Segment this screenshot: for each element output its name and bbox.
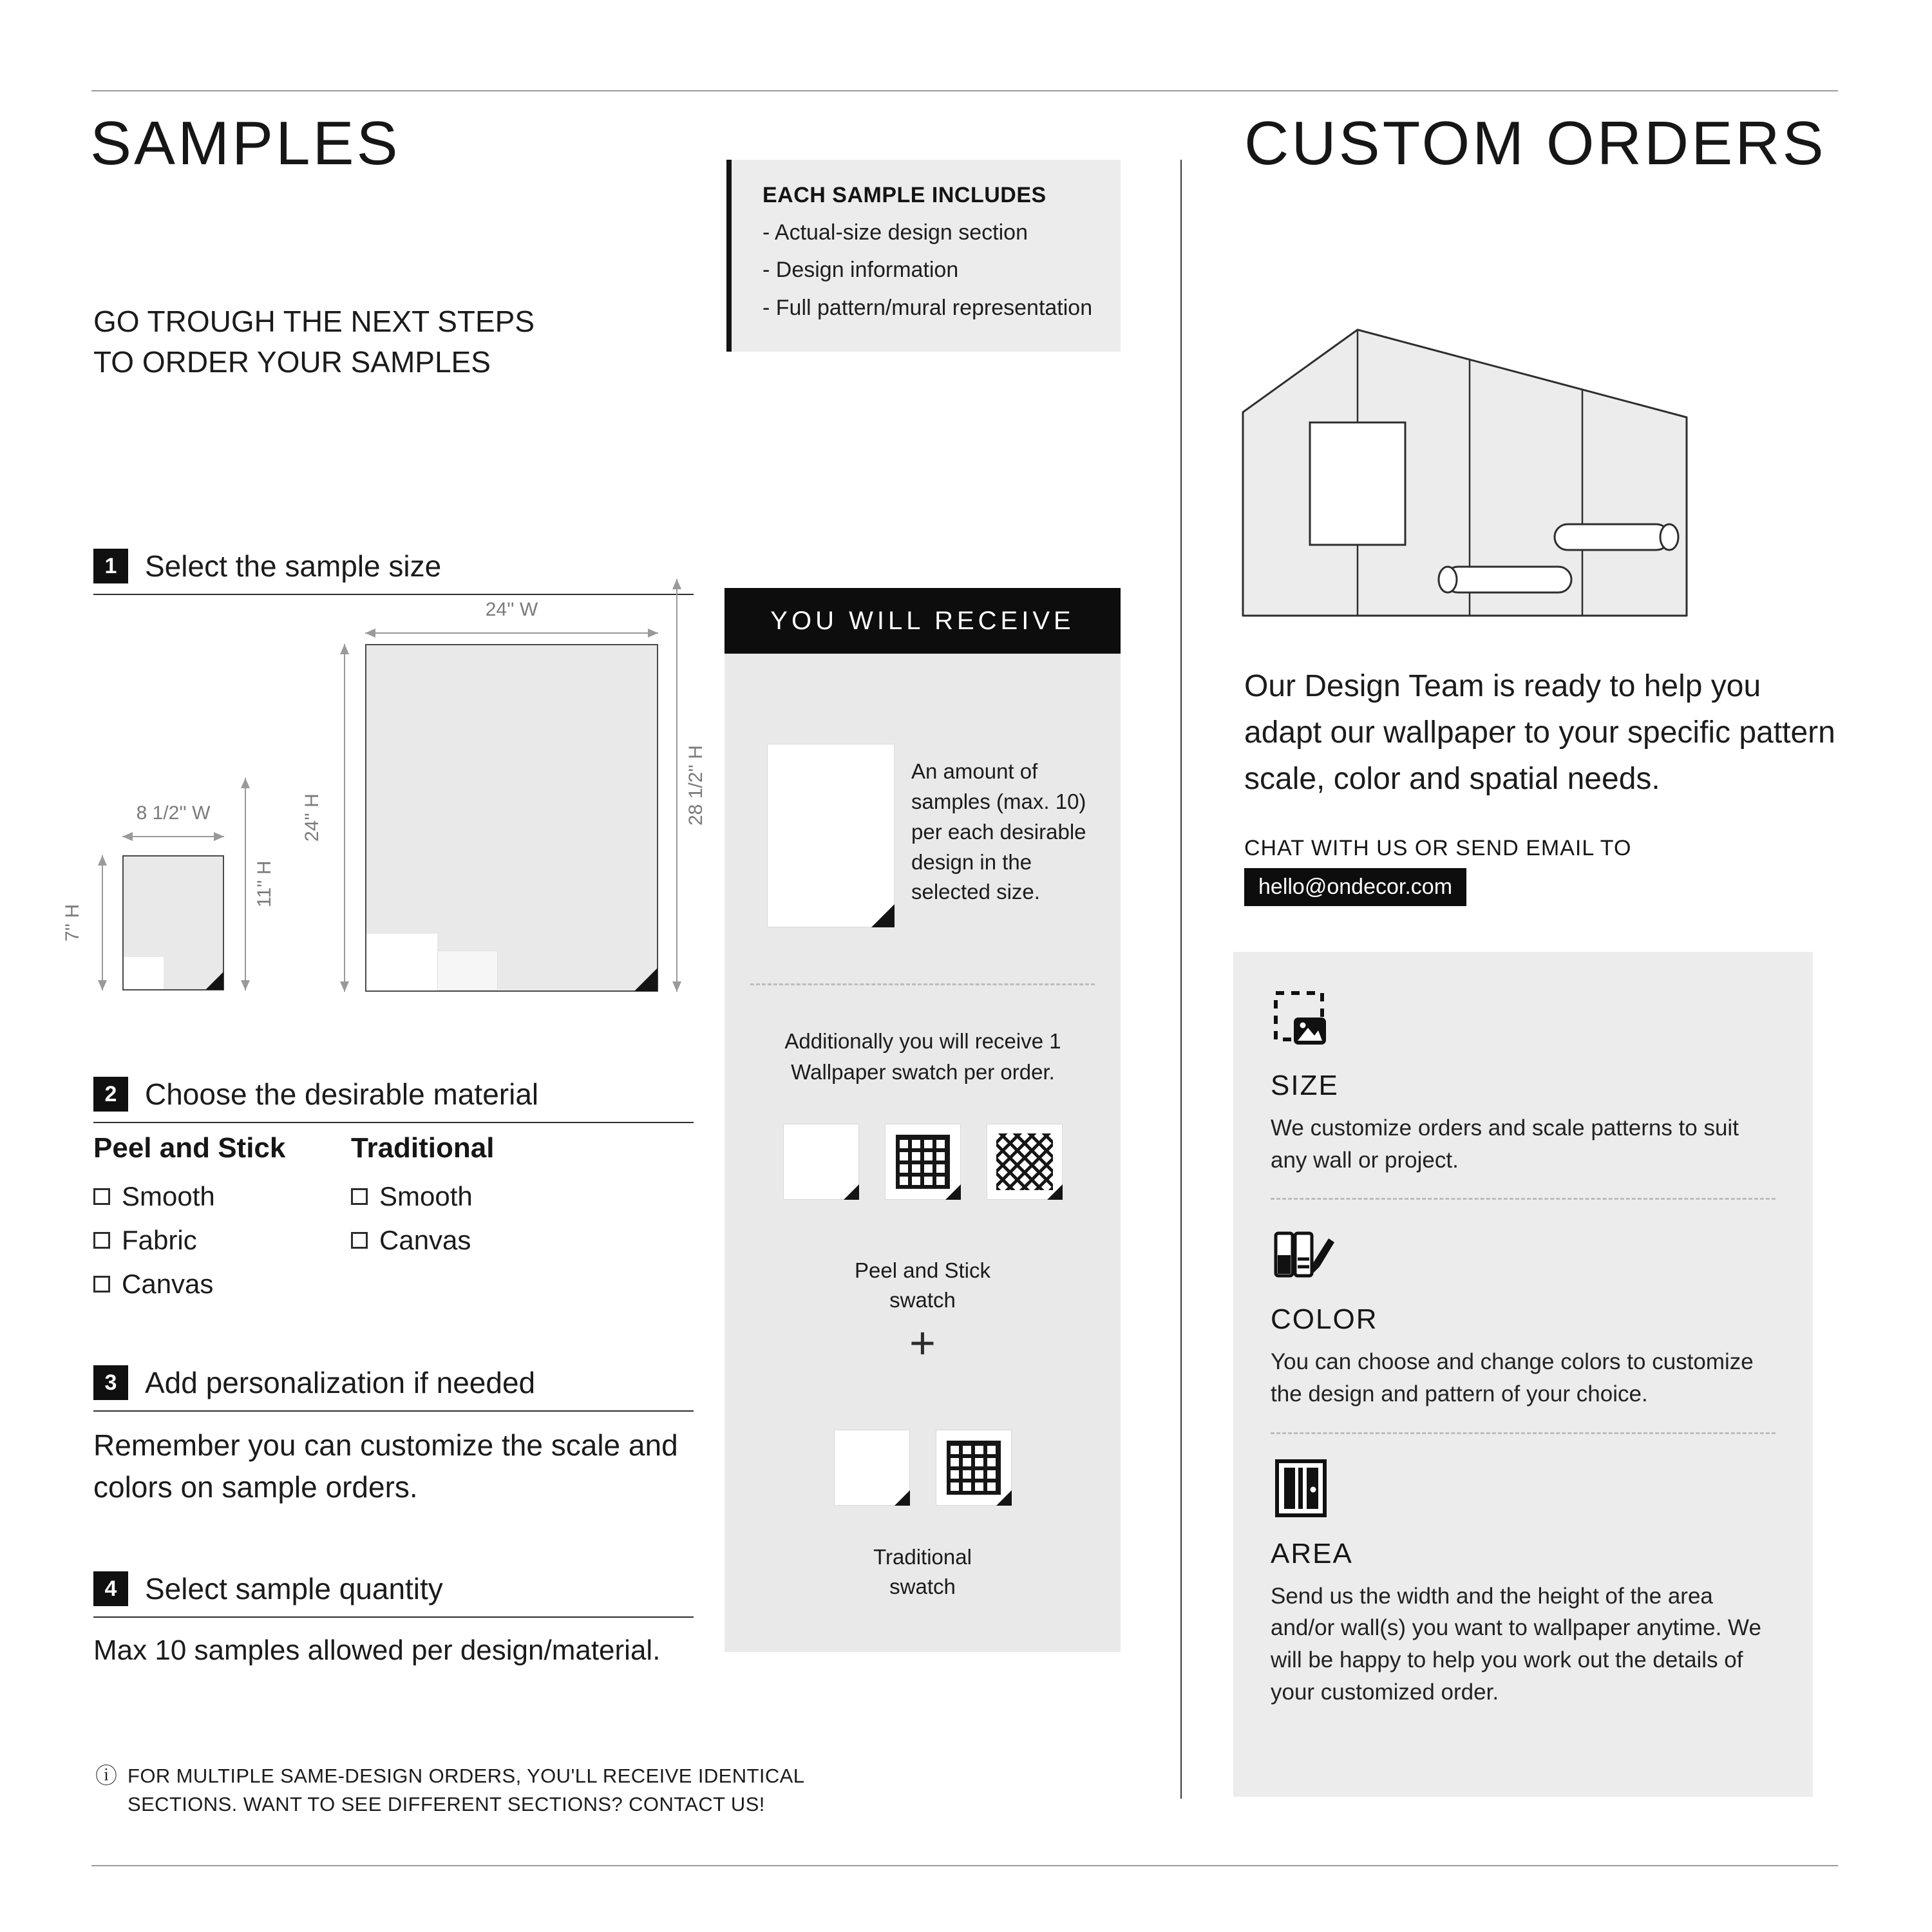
step-1-header (93, 549, 694, 595)
step-2-number: 2 (93, 1077, 128, 1112)
custom-features-panel (1233, 952, 1813, 1797)
you-will-receive-panel (724, 654, 1121, 1652)
blank-swatch-icon (783, 1124, 859, 1200)
page-fold-corner (945, 1184, 961, 1200)
blank-swatch-icon (834, 1430, 910, 1506)
includes-item: - Full pattern/mural representation (762, 295, 1093, 320)
material-option-label: Smooth (379, 1181, 473, 1211)
dashed-divider (1271, 1432, 1776, 1434)
material-option-smooth (93, 1181, 285, 1212)
step-3-label: Add personalization if needed (145, 1366, 536, 1399)
large-sample-rect (365, 644, 658, 992)
feature-heading-color: COLOR (1271, 1303, 1378, 1336)
size-crop-icon (1271, 988, 1776, 1056)
quantity-note: Max 10 samples allowed per design/material. (93, 1634, 661, 1666)
material-option-fabric (93, 1225, 285, 1256)
wallpaper-roll (1555, 524, 1678, 550)
step-1-label: Select the sample size (145, 549, 442, 583)
samples-intro-line1: GO TROUGH THE NEXT STEPS (93, 305, 535, 338)
dashed-divider (750, 983, 1095, 985)
large-sample-right-dimline (676, 579, 677, 992)
house-wallpaper-illustration (1238, 321, 1692, 623)
receive-additional-text: Additionally you will receive 1 Wallpaper swatch per order. (784, 1029, 1061, 1084)
page-fold-corner (634, 968, 658, 991)
peel-swatch-row (724, 1124, 1121, 1200)
checkbox[interactable] (93, 1232, 110, 1249)
page-fold-corner (996, 1490, 1012, 1506)
material-traditional-column (351, 1132, 494, 1256)
small-sample-right-dimline (245, 778, 246, 990)
samples-intro-line2: TO ORDER YOUR SAMPLES (93, 345, 491, 379)
bottom-rule (91, 1865, 1838, 1866)
material-column-title: Traditional (351, 1132, 495, 1164)
grid-swatch-icon (936, 1430, 1012, 1506)
large-sample-right-label: 28 1/2'' H (685, 745, 706, 826)
step-3-number: 3 (93, 1365, 128, 1400)
step-3-header (93, 1365, 694, 1412)
page-fold-corner (844, 1184, 859, 1200)
plus-sign: + (909, 1318, 936, 1368)
material-option-canvas (93, 1269, 285, 1300)
peel-swatch-label: Peel and Stick swatch (855, 1258, 990, 1312)
small-sample-left-label: 7'' H (62, 904, 83, 942)
checkbox[interactable] (351, 1188, 368, 1205)
material-option-smooth (351, 1181, 494, 1212)
material-column-title: Peel and Stick (93, 1132, 286, 1164)
wallpaper-roll (1439, 567, 1571, 592)
small-sample-left-dimline (102, 855, 103, 990)
sample-section-highlight (366, 934, 437, 990)
custom-intro-text: Our Design Team is ready to help you adapt our wallpaper to your specific pattern scale, color and spatial needs. (1244, 669, 1835, 796)
large-sample-width-label: 24'' W (485, 599, 538, 620)
feature-text-area: Send us the width and the height of the area and/or wall(s) you want to wallpaper anytime. We will be happy to help you work out the details of your customized order. (1271, 1583, 1761, 1705)
area-door-icon (1271, 1456, 1776, 1524)
step-1-number: 1 (93, 549, 128, 583)
grid-swatch-icon (885, 1124, 961, 1200)
large-sample-left-label: 24'' H (301, 793, 323, 842)
material-option-label: Fabric (122, 1225, 197, 1255)
personalization-note: Remember you can customize the scale and colors on sample orders. (93, 1428, 678, 1504)
traditional-swatch-label: Traditional swatch (873, 1545, 972, 1599)
material-option-label: Smooth (122, 1181, 215, 1211)
you-will-receive-header: YOU WILL RECEIVE (724, 588, 1121, 654)
top-rule (91, 90, 1838, 91)
contact-label: CHAT WITH US OR SEND EMAIL TO (1244, 836, 1632, 860)
material-peel-and-stick-column (93, 1132, 285, 1300)
each-sample-includes-box (726, 160, 1121, 352)
sample-section-highlight (124, 957, 164, 989)
material-option-label: Canvas (379, 1225, 471, 1255)
email-link[interactable]: hello@ondecor.com (1244, 868, 1466, 906)
step-4-number: 4 (93, 1571, 128, 1606)
small-sample-width-label: 8 1/2'' W (136, 802, 211, 824)
step-2-label: Choose the desirable material (145, 1077, 539, 1111)
step-4-header (93, 1571, 694, 1618)
samples-title: SAMPLES (90, 109, 401, 178)
dashed-divider (1271, 1198, 1776, 1200)
small-sample-rect (122, 855, 224, 990)
page-fold-corner (895, 1490, 910, 1506)
custom-orders-title: CUSTOM ORDERS (1244, 109, 1826, 178)
includes-item: - Design information (762, 258, 959, 283)
crosshatch-swatch-icon (987, 1124, 1063, 1200)
page-fold-corner (1047, 1184, 1063, 1200)
page-fold-corner (871, 904, 895, 927)
color-swatches-icon (1271, 1222, 1776, 1289)
includes-title: EACH SAMPLE INCLUDES (762, 183, 1046, 207)
large-sample-width-dimline (365, 632, 658, 634)
includes-item: - Actual-size design section (762, 220, 1028, 245)
large-sample-left-dimline (344, 644, 345, 992)
small-sample-width-dimline (122, 836, 224, 837)
small-sample-right-label: 11'' H (254, 860, 275, 908)
feature-heading-area: AREA (1271, 1537, 1353, 1569)
step-4-label: Select sample quantity (145, 1572, 443, 1605)
checkbox[interactable] (351, 1232, 368, 1249)
feature-heading-size: SIZE (1271, 1070, 1339, 1101)
checkbox[interactable] (93, 1188, 110, 1205)
receive-samples-text: An amount of samples (max. 10) per each desirable design in the selected size. (911, 759, 1086, 904)
section-divider (1180, 160, 1182, 1799)
page-fold-corner (205, 972, 223, 990)
feature-text-size: We customize orders and scale patterns to suit any wall or project. (1271, 1115, 1739, 1173)
info-icon: ⓘ (95, 1764, 117, 1788)
footer-note-text: FOR MULTIPLE SAME-DESIGN ORDERS, YOU'LL RECEIVE IDENTICAL SECTIONS. WANT TO SEE DIFFERENT SECTIONS? CONTACT US! (128, 1765, 804, 1816)
material-option-canvas (351, 1225, 494, 1256)
footer-note (95, 1762, 894, 1819)
sample-page-icon (767, 744, 895, 927)
step-2-header (93, 1077, 694, 1123)
samples-intro (93, 301, 535, 383)
checkbox[interactable] (93, 1276, 110, 1293)
traditional-swatch-row (724, 1430, 1121, 1506)
material-option-label: Canvas (122, 1269, 214, 1299)
feature-text-color: You can choose and change colors to customize the design and pattern of your choice. (1271, 1349, 1754, 1407)
sample-section-highlight-2 (437, 951, 498, 990)
